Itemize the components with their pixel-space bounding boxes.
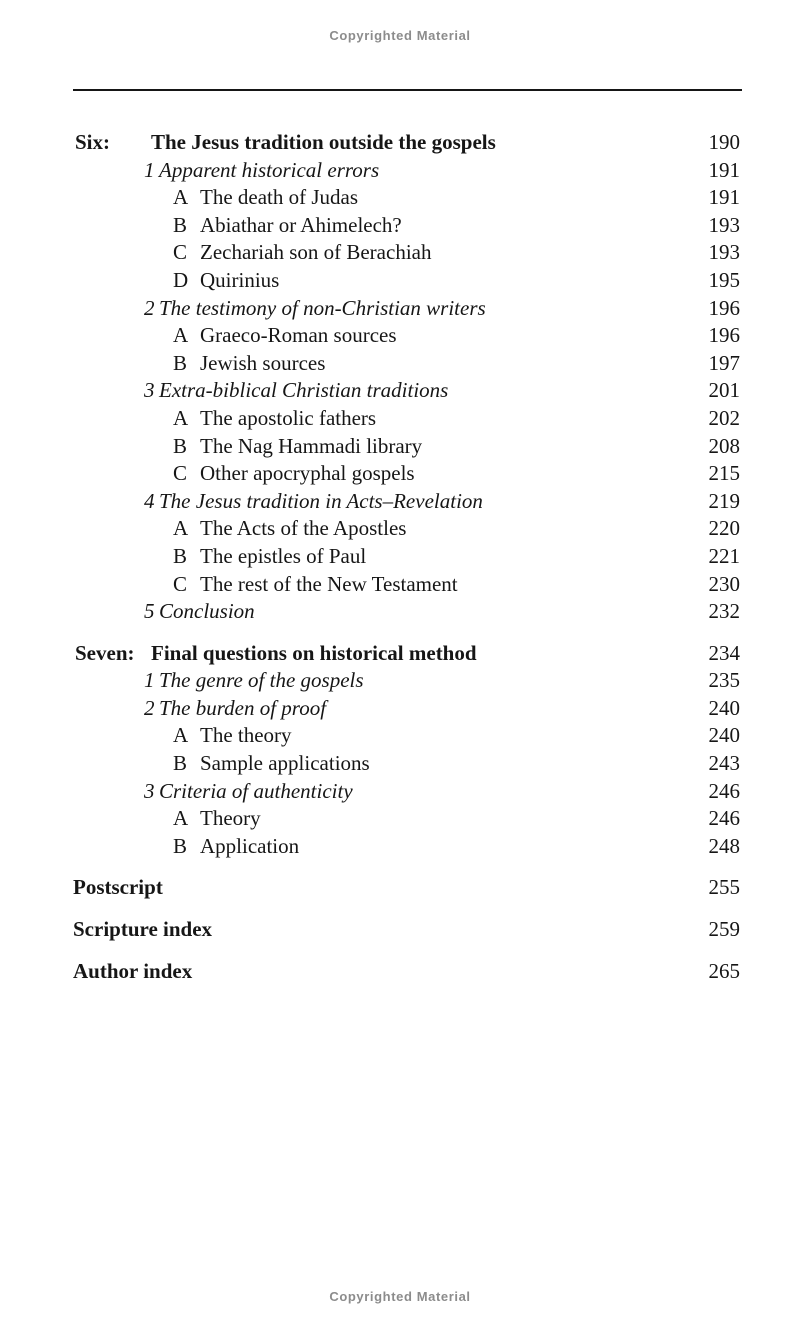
item-marker: C [173, 571, 188, 596]
toc-item [73, 433, 740, 461]
item-text: Zechariah son of Berachiah [200, 240, 432, 265]
header-copyright-notice: Copyrighted Material [329, 28, 471, 43]
item-marker: A [173, 185, 189, 210]
item-text: The death of Judas [200, 185, 359, 210]
footer-copyright-notice: Copyrighted Material [329, 1289, 471, 1304]
item-marker: B [173, 543, 188, 568]
item-marker: 2 [144, 295, 155, 320]
item-left [173, 267, 709, 295]
toc-item [73, 322, 740, 350]
chapter-row [73, 958, 740, 986]
item-marker: C [173, 461, 188, 486]
page-number: 243 [708, 751, 740, 776]
chapter-left [73, 129, 709, 157]
toc-item [73, 184, 740, 212]
page-number: 259 [708, 917, 740, 942]
page-number: 232 [708, 599, 740, 624]
page-number: 202 [708, 405, 740, 430]
item-left [144, 667, 709, 695]
chapter-left [73, 640, 709, 668]
page-number: 191 [708, 185, 740, 210]
item-marker: A [173, 323, 189, 348]
item-marker: A [173, 806, 189, 831]
item-text: The Nag Hammadi library [200, 433, 423, 458]
chapter-row [73, 640, 740, 668]
toc-item [73, 598, 740, 626]
page-number: 208 [708, 433, 740, 458]
chapter-title: Final questions on historical method [151, 640, 477, 665]
item-text: Graeco-Roman sources [200, 323, 397, 348]
toc-section [73, 916, 740, 944]
item-text: The theory [200, 723, 292, 748]
item-text: The genre of the gospels [159, 668, 364, 693]
item-marker: 5 [144, 599, 155, 624]
page-number: 196 [708, 323, 740, 348]
item-marker: B [173, 212, 188, 237]
page-number: 219 [708, 488, 740, 513]
chapter-title: The Jesus tradition outside the gospels [151, 130, 496, 154]
item-text: The rest of the New Testament [200, 571, 458, 596]
page-number: 235 [708, 668, 740, 693]
item-marker: B [173, 350, 188, 375]
toc-section [73, 874, 740, 902]
chapter-title: Postscript [73, 875, 163, 900]
page-number: 234 [708, 640, 740, 665]
toc-section [73, 640, 740, 861]
item-left [173, 460, 709, 488]
item-marker: 2 [144, 695, 155, 720]
item-left [173, 184, 709, 212]
page-number: 193 [708, 240, 740, 265]
toc-item [73, 695, 740, 723]
page-number: 215 [708, 461, 740, 486]
item-marker: B [173, 751, 188, 776]
item-marker: A [173, 723, 189, 748]
toc-item [73, 212, 740, 240]
item-text: The apostolic fathers [200, 405, 377, 430]
page-number: 220 [708, 516, 740, 541]
item-text: The burden of proof [159, 695, 327, 720]
toc-item [73, 460, 740, 488]
item-text: Apparent historical errors [159, 157, 380, 182]
page-number: 190 [708, 130, 740, 154]
item-text: Extra-biblical Christian traditions [159, 378, 449, 403]
chapter-row [73, 129, 740, 157]
toc-section [73, 129, 740, 626]
page-number: 230 [708, 571, 740, 596]
item-left [173, 750, 709, 778]
item-left [173, 722, 709, 750]
item-left [173, 405, 709, 433]
toc-section [73, 958, 740, 986]
chapter-title: Author index [73, 958, 193, 983]
toc-item [73, 543, 740, 571]
page-number: 240 [708, 695, 740, 720]
item-marker: 1 [144, 157, 155, 182]
item-left [144, 488, 709, 516]
divider-rule [73, 89, 742, 91]
page-number: 248 [708, 833, 740, 858]
toc-item [73, 350, 740, 378]
chapter-label: Six: [75, 130, 111, 154]
item-left [144, 295, 709, 323]
toc-item [73, 515, 740, 543]
page-number: 191 [708, 157, 740, 182]
page-number: 240 [708, 723, 740, 748]
toc-item [73, 571, 740, 599]
item-left [173, 350, 709, 378]
item-marker: 3 [144, 378, 155, 403]
item-text: The Jesus tradition in Acts–Revelation [159, 488, 483, 513]
page-number: 197 [708, 350, 740, 375]
item-marker: B [173, 833, 188, 858]
item-left [173, 805, 709, 833]
toc-item [73, 805, 740, 833]
item-marker: C [173, 240, 188, 265]
chapter-left [73, 916, 709, 944]
toc-item [73, 295, 740, 323]
toc-item [73, 377, 740, 405]
item-left [144, 778, 709, 806]
item-marker: A [173, 516, 189, 541]
page-number: 246 [708, 778, 740, 803]
page-number: 255 [708, 875, 740, 900]
toc-item [73, 239, 740, 267]
chapter-row [73, 916, 740, 944]
item-marker: D [173, 267, 189, 292]
item-left [173, 833, 709, 861]
page-number: 221 [708, 543, 740, 568]
item-text: Conclusion [159, 599, 255, 624]
page-number: 195 [708, 267, 740, 292]
item-left [173, 543, 709, 571]
item-left [173, 212, 709, 240]
item-left [173, 239, 709, 267]
item-marker: 4 [144, 488, 155, 513]
item-text: Criteria of authenticity [159, 778, 353, 803]
page-number: 246 [708, 806, 740, 831]
item-text: Application [200, 833, 300, 858]
page-number: 265 [708, 958, 740, 983]
chapter-left [73, 874, 709, 902]
item-text: Quirinius [200, 267, 280, 292]
item-marker: A [173, 405, 189, 430]
item-left [173, 322, 709, 350]
toc-item [73, 722, 740, 750]
item-left [173, 571, 709, 599]
toc-item [73, 833, 740, 861]
page-number: 193 [708, 212, 740, 237]
table-of-contents [73, 129, 740, 985]
item-left [144, 598, 709, 626]
toc-item [73, 750, 740, 778]
chapter-row [73, 874, 740, 902]
item-text: Other apocryphal gospels [200, 461, 415, 486]
toc-item [73, 267, 740, 295]
item-marker: B [173, 433, 188, 458]
item-left [144, 157, 709, 185]
item-text: Abiathar or Ahimelech? [200, 212, 402, 237]
item-marker: 1 [144, 668, 155, 693]
toc-item [73, 488, 740, 516]
toc-item [73, 667, 740, 695]
toc-item [73, 157, 740, 185]
chapter-label: Seven: [75, 640, 135, 665]
toc-item [73, 778, 740, 806]
item-text: Theory [200, 806, 261, 831]
toc-item [73, 405, 740, 433]
item-text: The testimony of non-Christian writers [159, 295, 486, 320]
chapter-left [73, 958, 709, 986]
item-left [173, 515, 709, 543]
item-text: The Acts of the Apostles [200, 516, 407, 541]
item-left [173, 433, 709, 461]
chapter-title: Scripture index [73, 917, 213, 942]
page-number: 201 [708, 378, 740, 403]
item-text: Sample applications [200, 751, 370, 776]
item-left [144, 377, 709, 405]
item-text: The epistles of Paul [200, 543, 367, 568]
item-text: Jewish sources [200, 350, 326, 375]
page-number: 196 [708, 295, 740, 320]
item-marker: 3 [144, 778, 155, 803]
item-left [144, 695, 709, 723]
